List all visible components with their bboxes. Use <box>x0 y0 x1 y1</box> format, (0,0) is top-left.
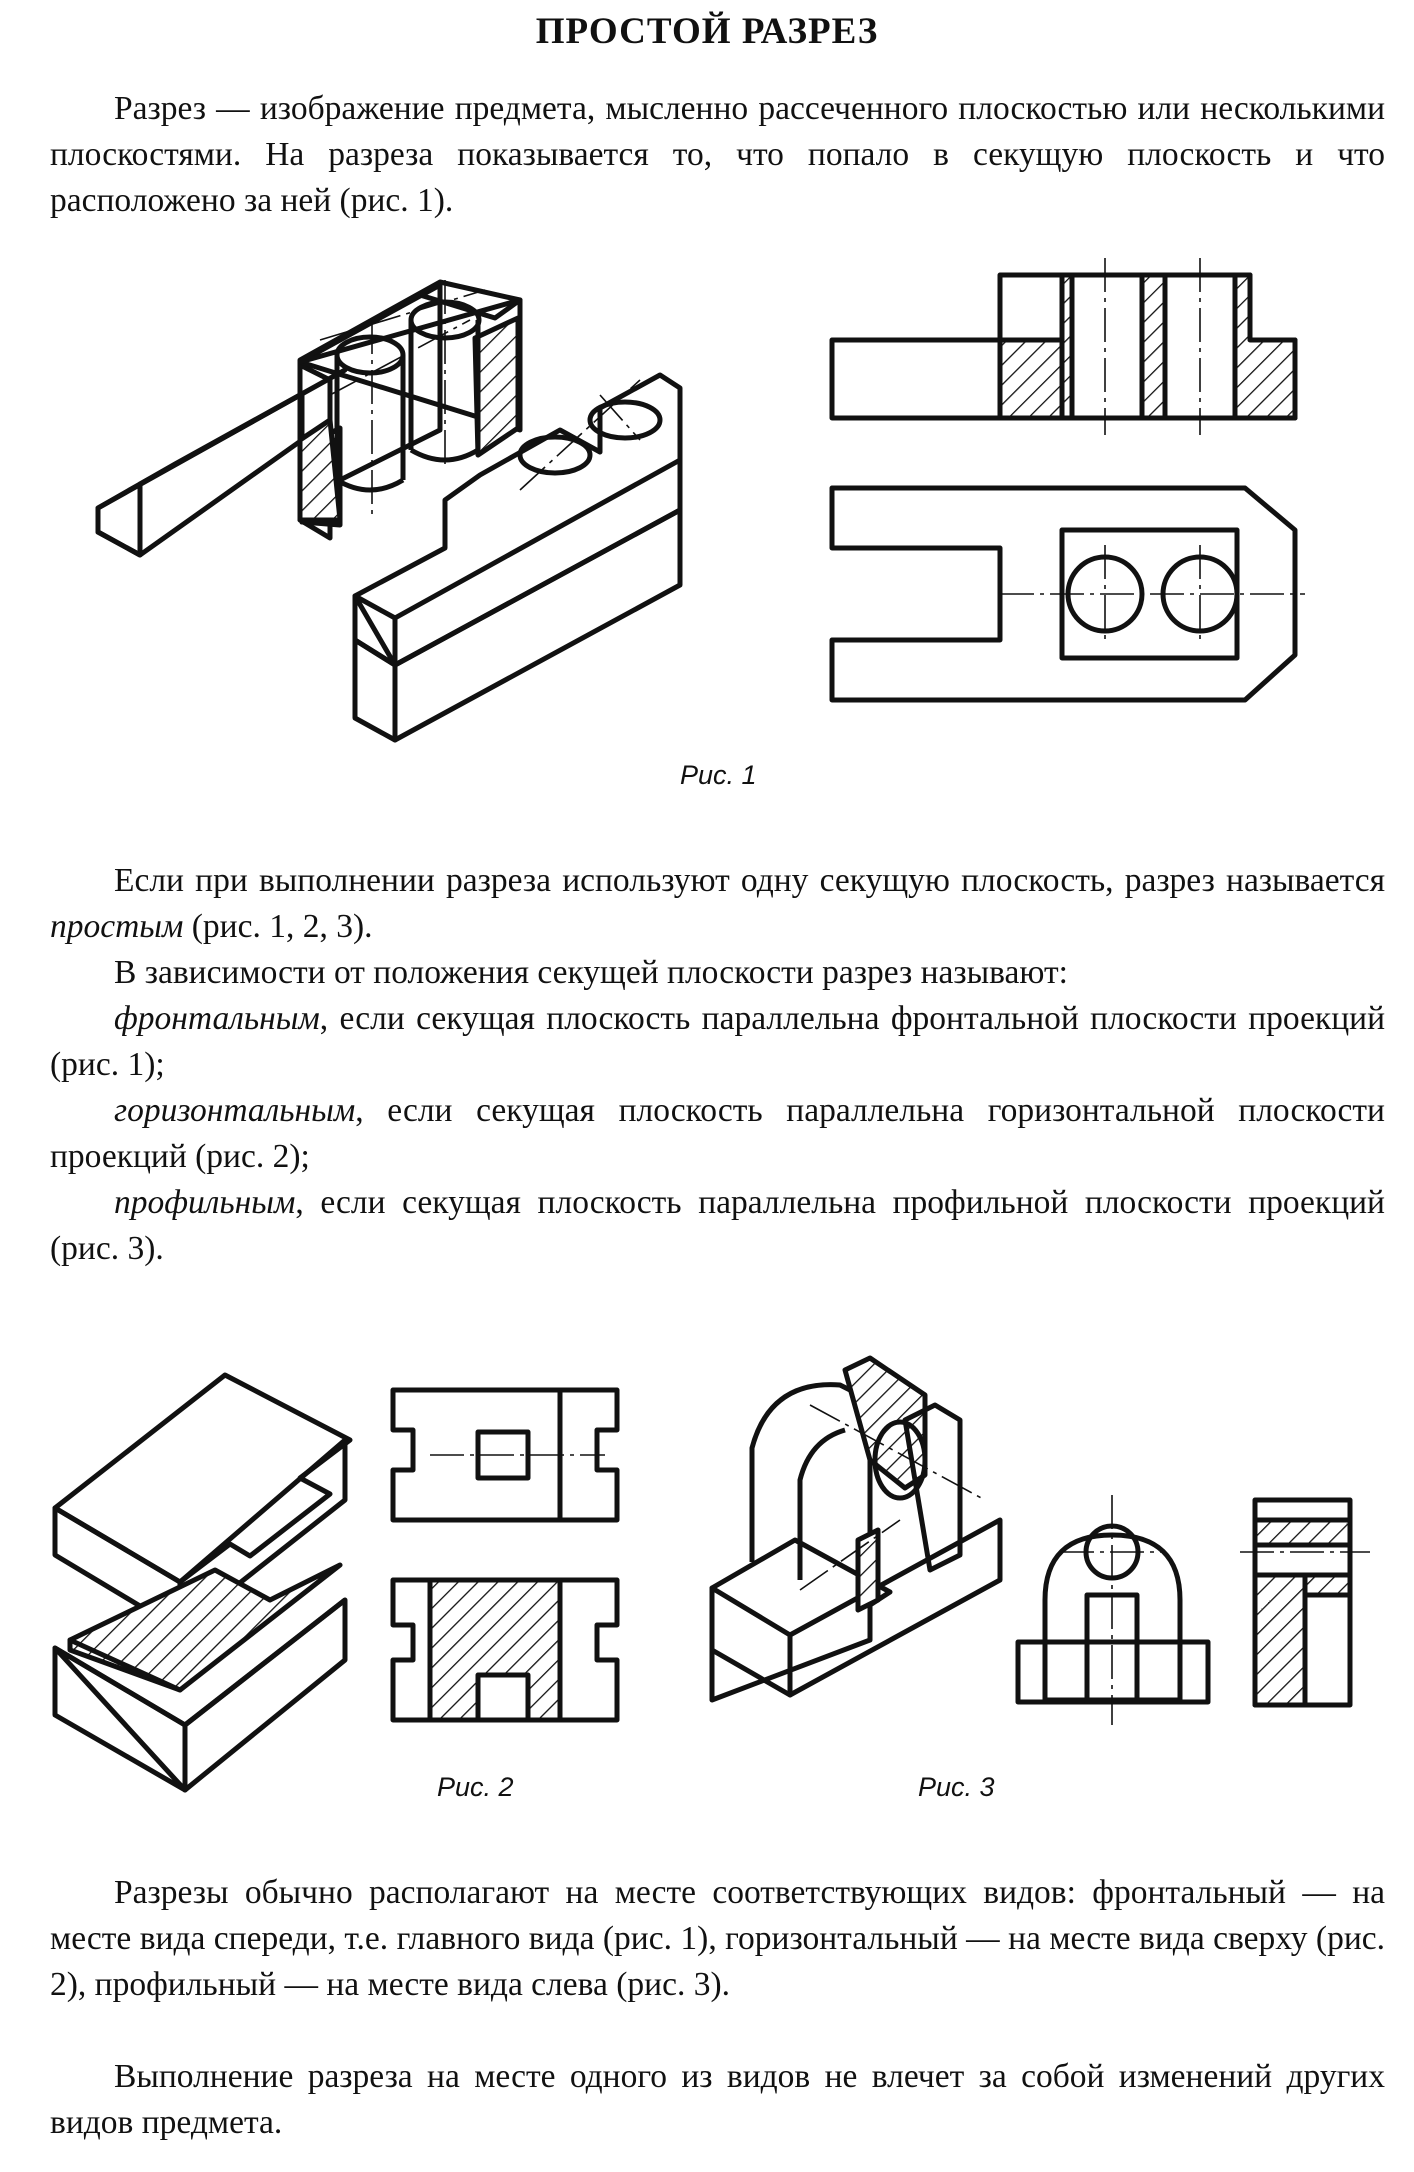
paragraph-frontal: фронтальным, если секущая плоскость параллельна фронтальной плоскости проекций (рис. 1); <box>50 1000 1385 1083</box>
paragraph-plane-position: В зависимости от положения секущей плоскости разрез называют: <box>114 954 1068 991</box>
fig2-isometric <box>55 1375 350 1790</box>
paragraph-simple-cut: Если при выполнении разреза используют одну секущую плоскость, разрез называется простым (рис. 1, 2, 3). <box>50 862 1385 945</box>
fig1-orthographic-views <box>832 258 1305 700</box>
paragraph-definition: Разрез — изображение предмета, мысленно рассеченного плоскостью или несколькими плоскостями. На разреза показывается то, что попало в секущую плоскость и что расположено за ней (рис. 1). <box>50 90 1385 219</box>
paragraph-placement: Разрезы обычно располагают на месте соответствующих видов: фронтальный — на месте вида спереди, т.е. главного вида (рис. 1), горизонтальный — на месте вида сверху (рис. 2), профильный — на месте вида слева (рис. 3). <box>50 1874 1385 2003</box>
figure-2-caption: Рис. 2 <box>437 1772 514 1802</box>
fig2-orthographic-views <box>393 1390 617 1720</box>
fig3-isometric <box>712 1358 1000 1700</box>
paragraph-other-views: Выполнение разреза на месте одного из видов не влечет за собой изменений других видов предмета. <box>50 2058 1385 2141</box>
fig1-isometric-cut <box>98 280 680 740</box>
figure-1-caption: Рис. 1 <box>680 760 757 790</box>
fig3-orthographic-views <box>1018 1495 1370 1725</box>
page-title: ПРОСТОЙ РАЗРЕЗ <box>535 11 879 52</box>
paragraph-horizontal: горизонтальным, если секущая плоскость параллельна горизонтальной плоскости проекций (рис. 2); <box>50 1092 1385 1175</box>
figure-3-caption: Рис. 3 <box>918 1772 995 1802</box>
paragraph-profile: профильным, если секущая плоскость параллельна профильной плоскости проекций (рис. 3). <box>50 1184 1385 1267</box>
